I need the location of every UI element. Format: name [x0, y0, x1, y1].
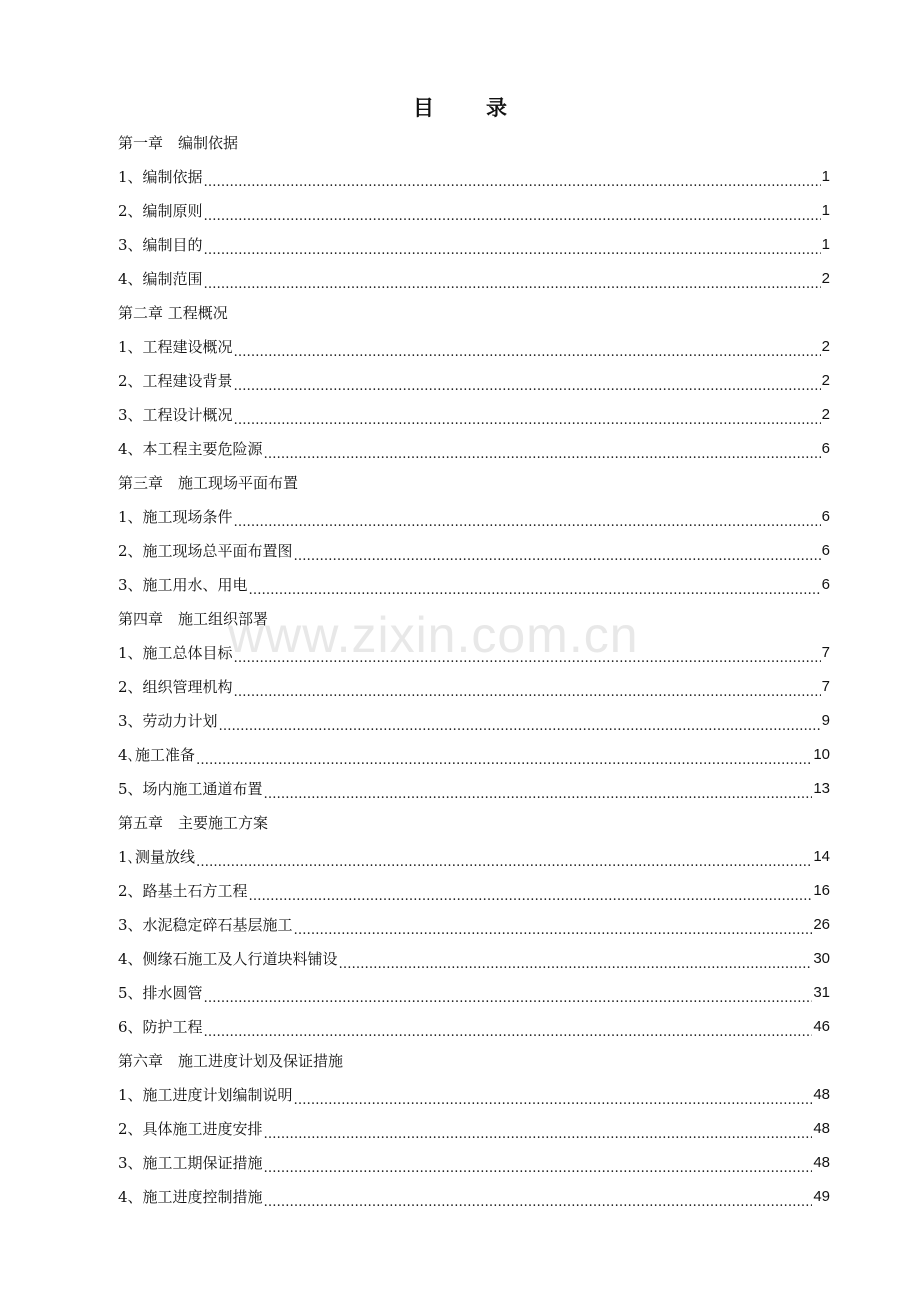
chapter-heading: 第一章 编制依据 [118, 134, 239, 152]
toc-entry[interactable] [118, 1180, 830, 1214]
toc-entry[interactable] [118, 568, 830, 602]
toc-entry[interactable] [118, 874, 830, 908]
toc-entry-label: 3、工程设计概况 [118, 406, 233, 424]
chapter-heading: 第五章 主要施工方案 [118, 814, 269, 832]
chapter-heading: 第三章 施工现场平面布置 [118, 474, 299, 492]
dot-leader [264, 1112, 813, 1146]
toc-entry-label: 2、工程建设背景 [118, 372, 233, 390]
dot-leader [294, 908, 813, 942]
toc-entry[interactable] [118, 432, 830, 466]
toc-entry-page-number: 2 [821, 406, 830, 423]
toc-entry-label: 5、场内施工通道布置 [118, 780, 263, 798]
toc-entry[interactable] [118, 636, 830, 670]
toc-entry-page-number: 48 [813, 1154, 830, 1171]
toc-entry[interactable] [118, 194, 830, 228]
toc-entry-page-number: 6 [821, 542, 830, 559]
dot-leader [204, 228, 821, 262]
dot-leader [234, 670, 821, 704]
toc-entry-label: 4､施工准备 [118, 746, 196, 764]
toc-entry[interactable] [118, 1010, 830, 1044]
toc-entry-page-number: 9 [821, 712, 830, 729]
toc-entry-page-number: 49 [813, 1188, 830, 1205]
page-title [0, 92, 920, 122]
toc-entry-label: 4、侧缘石施工及人行道块料铺设 [118, 950, 338, 968]
toc-entry[interactable] [118, 228, 830, 262]
chapter-heading: 第四章 施工组织部署 [118, 610, 269, 628]
toc-entry-page-number: 26 [813, 916, 830, 933]
toc-entry-page-number: 1 [821, 236, 830, 253]
toc-entry-page-number: 2 [821, 372, 830, 389]
toc-entry[interactable] [118, 1112, 830, 1146]
toc-entry[interactable] [118, 738, 830, 772]
dot-leader [264, 1146, 813, 1180]
toc-entry-page-number: 48 [813, 1086, 830, 1103]
toc-entry-label: 1､测量放线 [118, 848, 196, 866]
toc-entry[interactable] [118, 670, 830, 704]
toc-entry[interactable] [118, 840, 830, 874]
toc-entry-label: 5、排水圆管 [118, 984, 203, 1002]
toc-entry[interactable] [118, 330, 830, 364]
toc-entry-label: 3、水泥稳定碎石基层施工 [118, 916, 293, 934]
toc-entry-label: 4、本工程主要危险源 [118, 440, 263, 458]
toc-entry-page-number: 16 [813, 882, 830, 899]
toc-entry-page-number: 30 [813, 950, 830, 967]
dot-leader [234, 636, 821, 670]
toc-entry[interactable] [118, 160, 830, 194]
toc-entry[interactable] [118, 1146, 830, 1180]
toc-entry-label: 3、施工用水、用电 [118, 576, 248, 594]
toc-entry-label: 2、具体施工进度安排 [118, 1120, 263, 1138]
toc-entry-page-number: 14 [813, 848, 830, 865]
toc-entry[interactable] [118, 364, 830, 398]
toc-entry-label: 6、防护工程 [118, 1018, 203, 1036]
toc-entry-label: 2、施工现场总平面布置图 [118, 542, 293, 560]
dot-leader [249, 568, 821, 602]
toc-entry-page-number: 1 [821, 168, 830, 185]
toc-entry-page-number: 48 [813, 1120, 830, 1137]
chapter-heading: 第二章 工程概况 [118, 304, 228, 322]
toc-entry-page-number: 46 [813, 1018, 830, 1035]
toc-entry-label: 1、施工进度计划编制说明 [118, 1086, 293, 1104]
toc-entry-page-number: 6 [821, 440, 830, 457]
table-of-contents [118, 126, 830, 1214]
toc-entry-label: 2、路基土石方工程 [118, 882, 248, 900]
toc-entry-label: 2、编制原则 [118, 202, 203, 220]
toc-entry[interactable] [118, 976, 830, 1010]
dot-leader [339, 942, 813, 976]
title-char-1: 目 [413, 96, 434, 120]
toc-entry-page-number: 2 [821, 270, 830, 287]
dot-leader [219, 704, 821, 738]
dot-leader [264, 432, 821, 466]
dot-leader [204, 262, 821, 296]
toc-entry[interactable] [118, 500, 830, 534]
toc-entry-page-number: 7 [821, 678, 830, 695]
dot-leader [294, 1078, 813, 1112]
toc-entry-label: 1、施工总体目标 [118, 644, 233, 662]
toc-entry-page-number: 1 [821, 202, 830, 219]
toc-entry-label: 4、施工进度控制措施 [118, 1188, 263, 1206]
dot-leader [196, 840, 812, 874]
toc-entry[interactable] [118, 1078, 830, 1112]
watermark: www.zixin.com.cn [228, 607, 639, 663]
chapter-heading: 第六章 施工进度计划及保证措施 [118, 1052, 344, 1070]
toc-entry-page-number: 6 [821, 576, 830, 593]
toc-entry-label: 3、施工工期保证措施 [118, 1154, 263, 1172]
dot-leader [234, 500, 821, 534]
dot-leader [234, 364, 821, 398]
dot-leader [264, 772, 813, 806]
dot-leader [294, 534, 821, 568]
toc-entry[interactable] [118, 772, 830, 806]
toc-entry-label: 2、组织管理机构 [118, 678, 233, 696]
toc-entry-label: 1、工程建设概况 [118, 338, 233, 356]
toc-entry-page-number: 13 [813, 780, 830, 797]
toc-entry-page-number: 6 [821, 508, 830, 525]
toc-entry[interactable] [118, 908, 830, 942]
dot-leader [234, 330, 821, 364]
toc-entry[interactable] [118, 704, 830, 738]
dot-leader [264, 1180, 813, 1214]
dot-leader [204, 1010, 813, 1044]
toc-entry[interactable] [118, 942, 830, 976]
dot-leader [204, 976, 813, 1010]
dot-leader [204, 160, 821, 194]
toc-entry[interactable] [118, 398, 830, 432]
dot-leader [196, 738, 812, 772]
dot-leader [249, 874, 813, 908]
toc-entry-label: 3、编制目的 [118, 236, 203, 254]
toc-entry[interactable] [118, 262, 830, 296]
toc-entry-label: 4、编制范围 [118, 270, 203, 288]
title-char-2: 录 [486, 96, 507, 120]
toc-entry-label: 1、编制依据 [118, 168, 203, 186]
toc-entry-page-number: 10 [813, 746, 830, 763]
toc-entry[interactable] [118, 534, 830, 568]
toc-entry-label: 3、劳动力计划 [118, 712, 218, 730]
toc-entry-label: 1、施工现场条件 [118, 508, 233, 526]
dot-leader [234, 398, 821, 432]
toc-entry-page-number: 31 [813, 984, 830, 1001]
dot-leader [204, 194, 821, 228]
toc-entry-page-number: 7 [821, 644, 830, 661]
toc-entry-page-number: 2 [821, 338, 830, 355]
